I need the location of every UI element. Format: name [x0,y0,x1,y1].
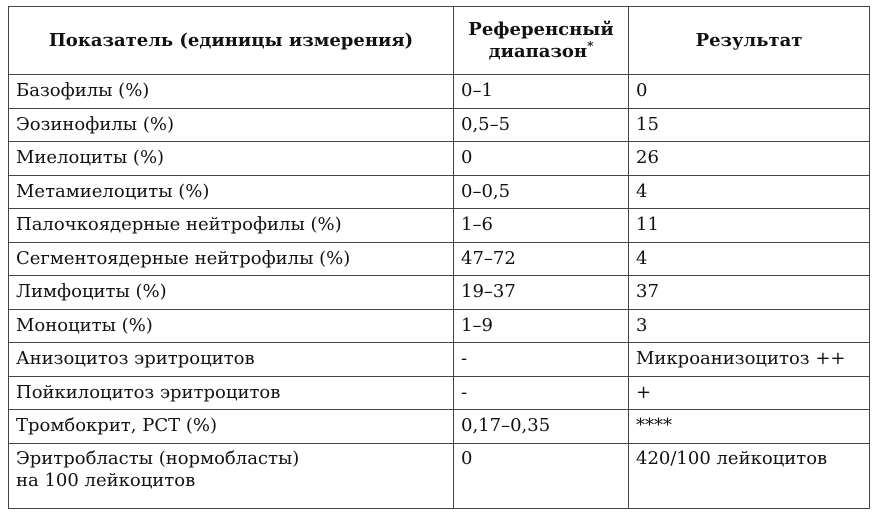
indicator-cell: Тромбокрит, PCT (%) [9,410,454,444]
table-row [9,209,870,243]
indicator-line-2: на 100 лейкоцитов [16,469,196,491]
indicator-cell: Базофилы (%) [9,75,454,109]
range-cell: 0–0,5 [454,175,629,209]
table-row [9,75,870,109]
result-cell: 3 [629,309,870,343]
indicator-cell: Эозинофилы (%) [9,108,454,142]
results-table [8,6,870,509]
result-cell: **** [629,410,870,444]
range-cell: 0,17–0,35 [454,410,629,444]
range-cell: 19–37 [454,276,629,310]
result-cell: 26 [629,142,870,176]
result-cell: 420/100 лейкоцитов [629,443,870,508]
result-cell: 0 [629,75,870,109]
table-row [9,410,870,444]
result-cell: + [629,376,870,410]
range-cell: 47–72 [454,242,629,276]
result-cell: Микроанизоцитоз ++ [629,343,870,377]
header-indicator: Показатель (единицы измерения) [9,7,454,75]
footnote-mark: * [587,38,594,53]
range-cell: 0,5–5 [454,108,629,142]
range-cell: 0 [454,142,629,176]
indicator-cell: Анизоцитоз эритроцитов [9,343,454,377]
result-cell: 37 [629,276,870,310]
range-cell: - [454,376,629,410]
indicator-cell: Лимфоциты (%) [9,276,454,310]
indicator-cell: Палочкоядерные нейтрофилы (%) [9,209,454,243]
indicator-cell [9,443,454,508]
result-cell: 4 [629,175,870,209]
header-reference-range-text: Референсный диапазон [468,18,614,62]
table-row [9,443,870,508]
header-result: Результат [629,7,870,75]
result-cell: 11 [629,209,870,243]
indicator-cell: Сегментоядерные нейтрофилы (%) [9,242,454,276]
range-cell: 0 [454,443,629,508]
table-row [9,242,870,276]
result-cell: 15 [629,108,870,142]
result-cell: 4 [629,242,870,276]
indicator-cell: Моноциты (%) [9,309,454,343]
table-row [9,376,870,410]
indicator-line-1: Эритробласты (нормобласты) [16,447,300,469]
header-row [9,7,870,75]
header-reference-range [454,7,629,75]
range-cell: 1–6 [454,209,629,243]
indicator-cell: Миелоциты (%) [9,142,454,176]
table-row [9,309,870,343]
indicator-cell: Метамиелоциты (%) [9,175,454,209]
table-row [9,142,870,176]
table-row [9,108,870,142]
range-cell: 1–9 [454,309,629,343]
table-row [9,276,870,310]
table-row [9,175,870,209]
table-row [9,343,870,377]
range-cell: - [454,343,629,377]
indicator-cell: Пойкилоцитоз эритроцитов [9,376,454,410]
range-cell: 0–1 [454,75,629,109]
